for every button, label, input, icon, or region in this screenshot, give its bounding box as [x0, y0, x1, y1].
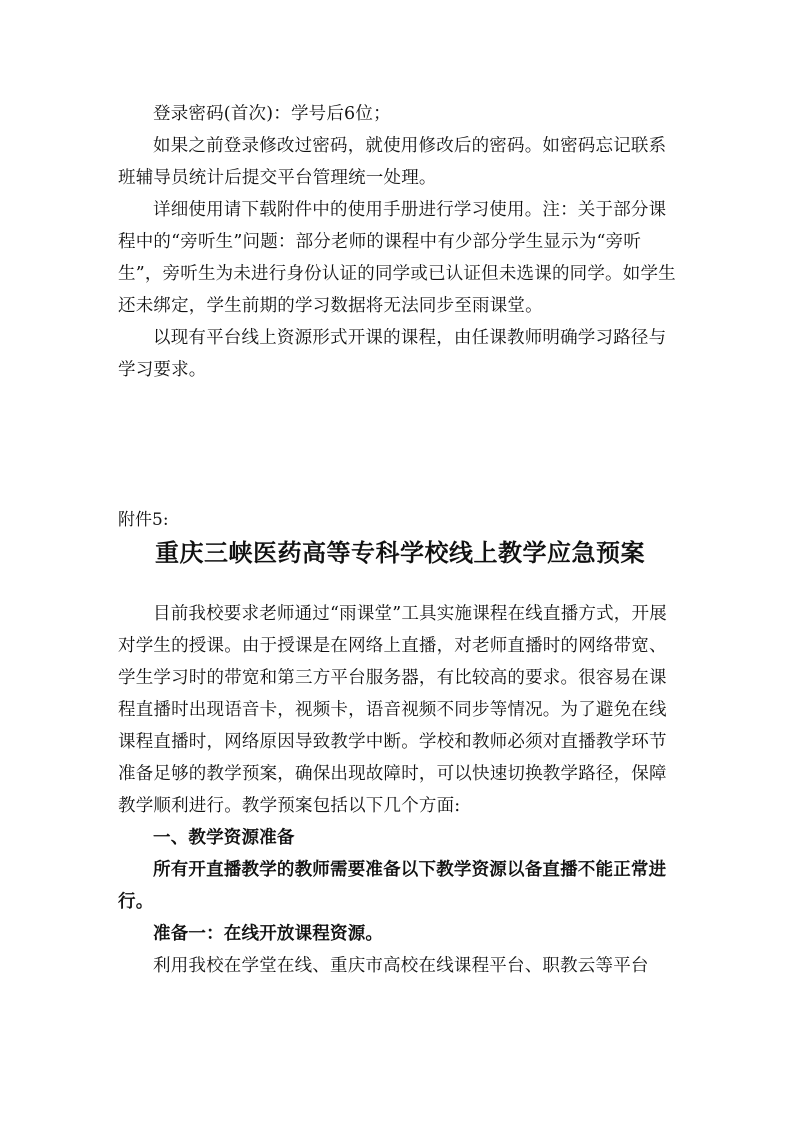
- resource-requirement-paragraph: 所有开直播教学的教师需要准备以下教学资源以备直播不能正常进行。: [118, 860, 667, 912]
- preparation-one-heading: 准备一：在线开放课程资源。: [153, 924, 384, 944]
- top-section: [118, 98, 678, 386]
- platform-usage-paragraph: 利用我校在学堂在线、重庆市高校在线课程平台、职教云等平台: [153, 956, 649, 976]
- attachment-label: 附件5:: [118, 510, 169, 530]
- bottom-section: [118, 598, 678, 982]
- password-change-paragraph: 如果之前登录修改过密码，就使用修改后的密码。如密码忘记联系班辅导员统计后提交平台管理统一处理。: [118, 136, 667, 188]
- login-password-paragraph: 登录密码(首次)：学号后6位；: [153, 104, 391, 124]
- document-title: 重庆三峡医药高等专科学校线上教学应急预案: [155, 538, 645, 567]
- usage-manual-paragraph: 详细使用请下载附件中的使用手册进行学习使用。注：关于部分课程中的“旁听生”问题：部分老师的课程中有少部分学生显示为“旁听生”，旁听生为未进行身份认证的同学或已认证但未选课的同学。如学生还未绑定，学生前期的学习数据将无法同步至雨课堂。: [118, 200, 676, 316]
- section-heading: 一、教学资源准备: [153, 828, 295, 848]
- intro-paragraph: 目前我校要求老师通过“雨课堂”工具实施课程在线直播方式，开展对学生的授课。由于授课是在网络上直播，对老师直播时的网络带宽、学生学习时的带宽和第三方平台服务器，有比较高的要求。很容易在课程直播时出现语音卡，视频卡，语音视频不同步等情况。为了避免在线课程直播时，网络原因导致教学中断。学校和教师必须对直播教学环节准备足够的教学预案，确保出现故障时，可以快速切换教学路径，保障教学顺利进行。教学预案包括以下几个方面:: [118, 604, 667, 816]
- platform-resources-paragraph: 以现有平台线上资源形式开课的课程，由任课教师明确学习路径与学习要求。: [118, 328, 667, 380]
